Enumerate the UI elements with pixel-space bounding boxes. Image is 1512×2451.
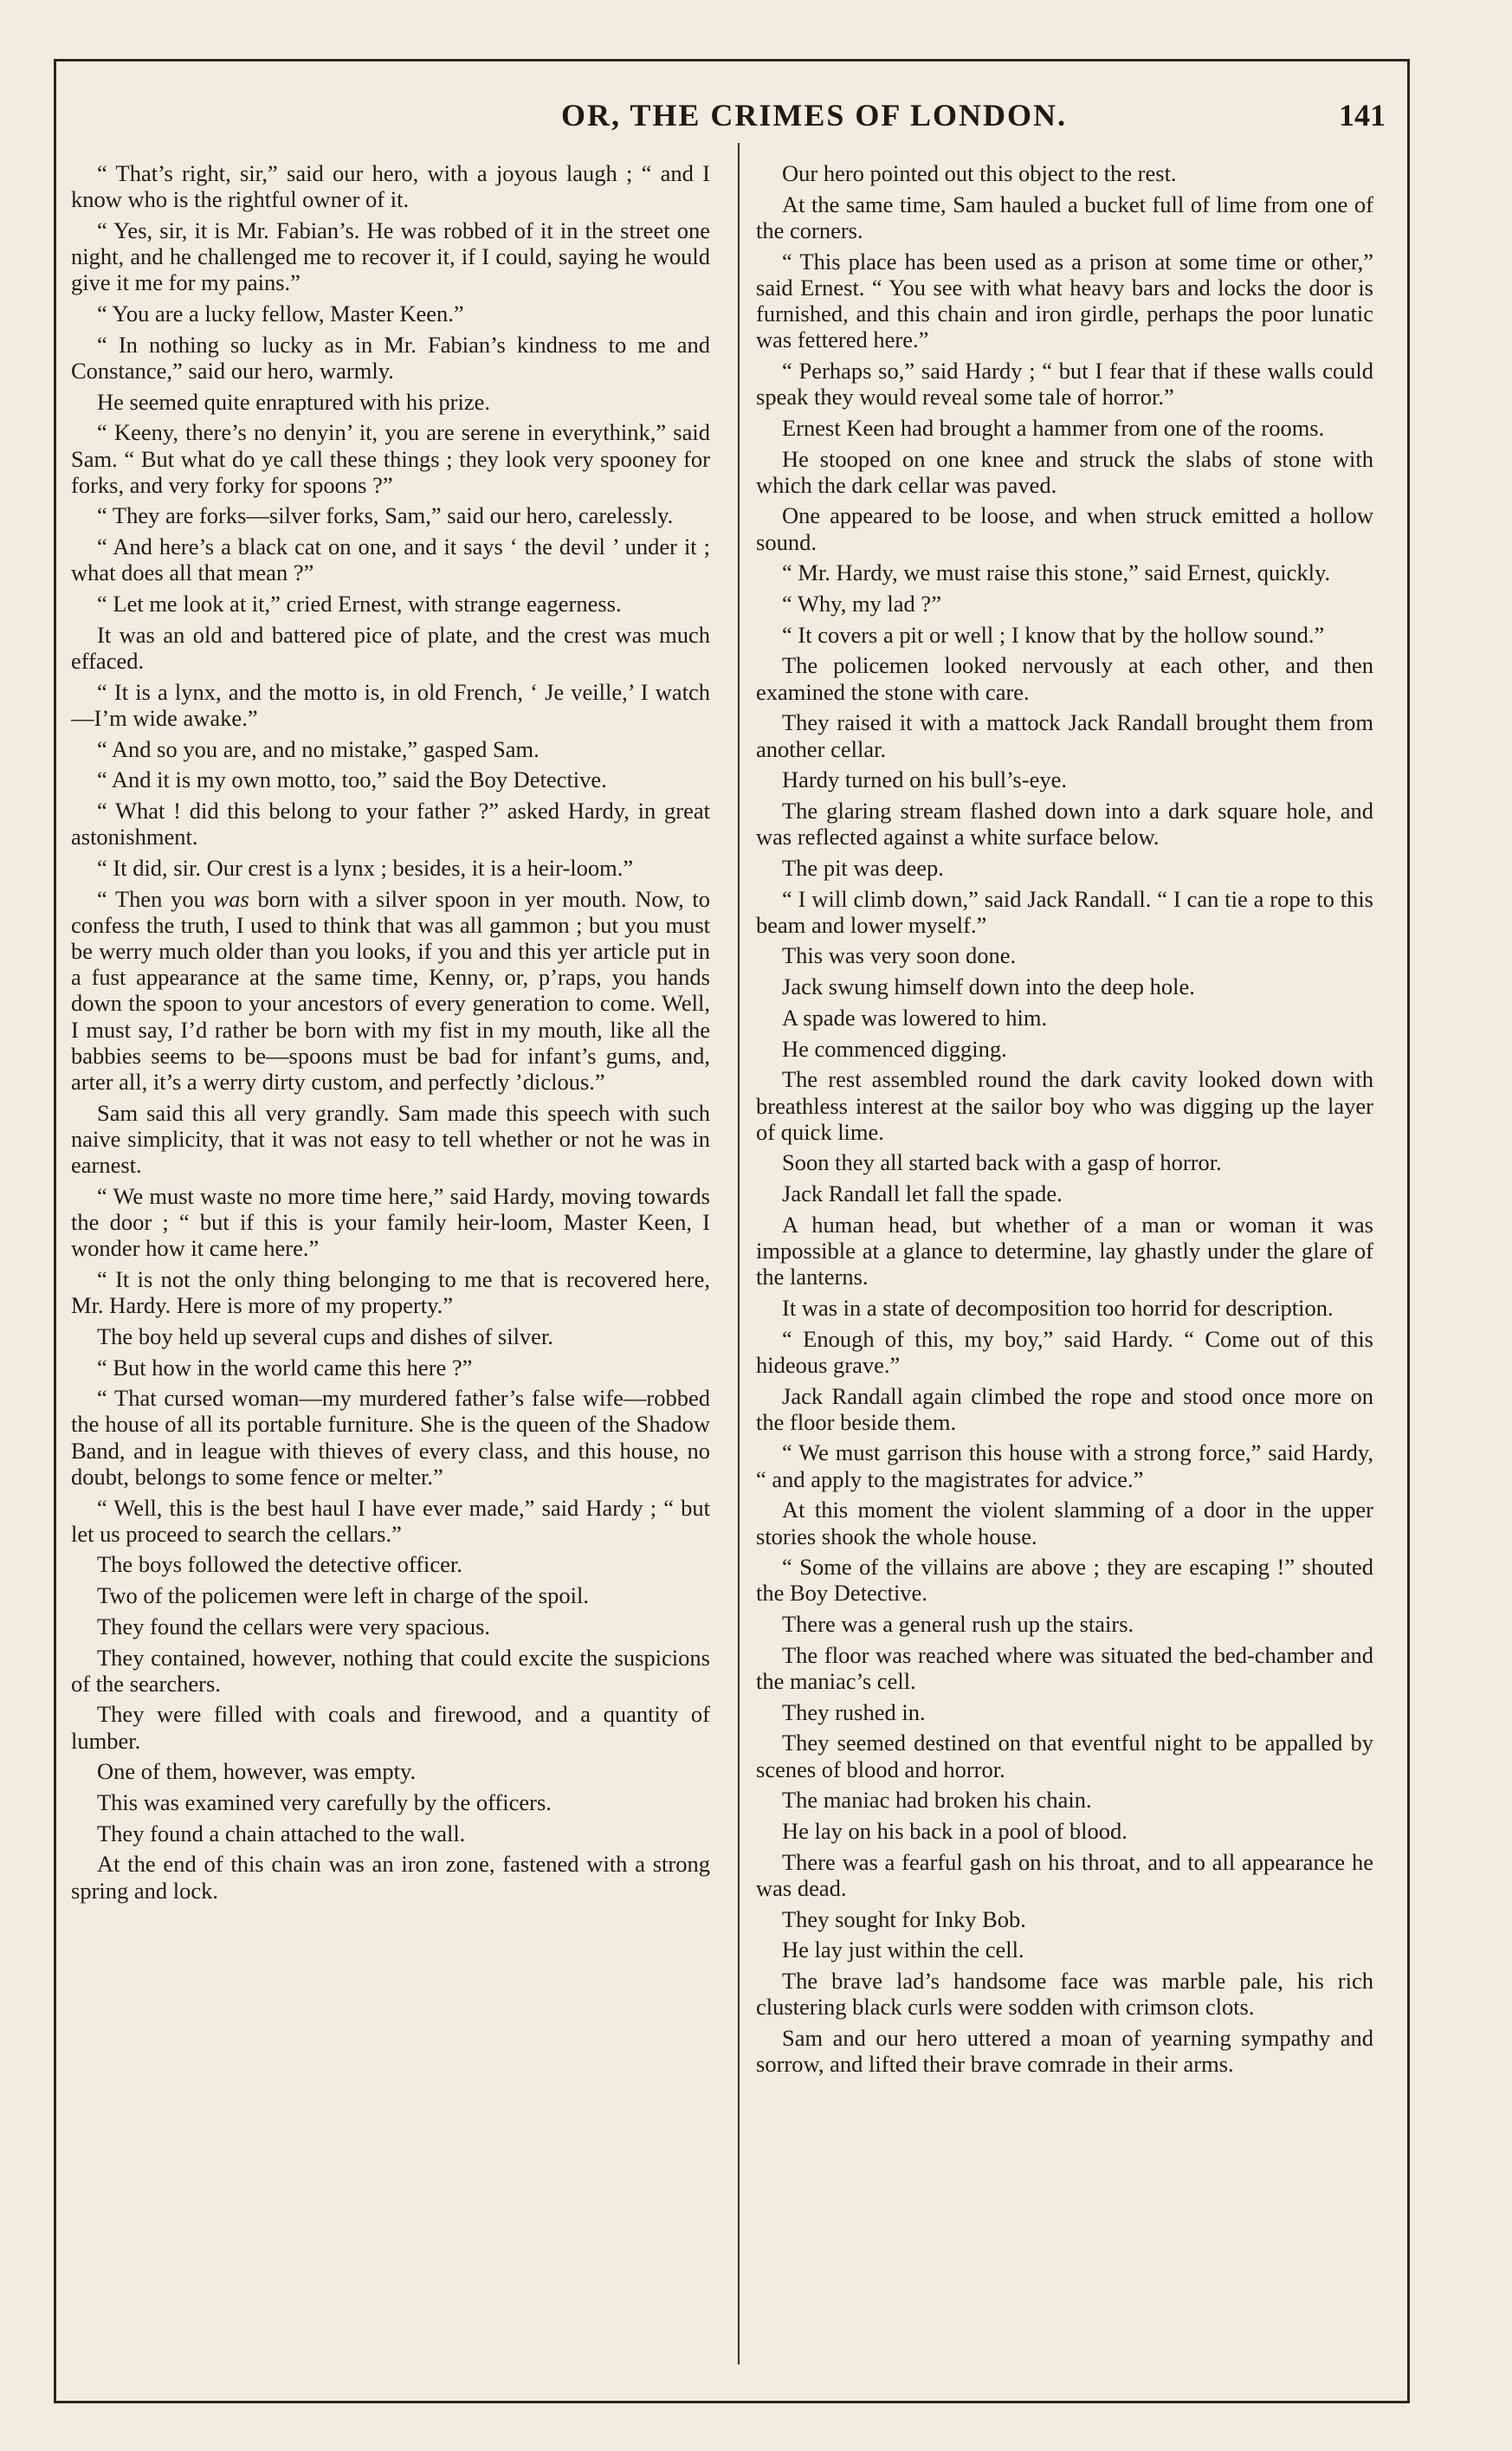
paragraph: The brave lad’s handsome face was marble pale, his rich clustering black curls were sodden with crimson clots. (756, 1968, 1373, 2021)
paragraph: Jack swung himself down into the deep hole. (782, 973, 1195, 1000)
paragraph: “ That cursed woman—my murdered father’s false wife—robbed the house of all its portable furniture. She is the queen of the Shadow Band, and in league with thieves of every class, and this house, no doubt, belongs to some fence or melter.” (71, 1385, 710, 1490)
paragraph: The policemen looked nervously at each other, and then examined the stone with care. (756, 652, 1373, 705)
paragraph: “ It is not the only thing belonging to me that is recovered here, Mr. Hardy. Here is more of my property.” (71, 1265, 710, 1319)
right-border-rule (1407, 59, 1410, 2402)
paragraph: Our hero pointed out this object to the rest. (782, 160, 1177, 186)
left-text-column (71, 160, 710, 2343)
paragraph: “ Keeny, there’s no denyin’ it, you are serene in everythink,” said Sam. “ But what do ye call these things ; they look very spooney for forks, and very forky for spoons ?” (71, 419, 710, 498)
paragraph: They raised it with a mattock Jack Randall brought them from another cellar. (756, 709, 1373, 762)
paragraph: He lay on his back in a pool of blood. (782, 1818, 1128, 1845)
paragraph: A spade was lowered to him. (782, 1004, 1048, 1031)
right-text-column (756, 160, 1373, 2343)
paragraph: “ That’s right, sir,” said our hero, with a joyous laugh ; “ and I know who is the rightful owner of it. (71, 160, 710, 213)
paragraph: “ We must garrison this house with a strong force,” said Hardy, “ and apply to the magistrates for advice.” (756, 1439, 1373, 1492)
paragraph: They were filled with coals and firewood, and a quantity of lumber. (71, 1701, 710, 1754)
paragraph: They contained, however, nothing that could excite the suspicions of the searchers. (71, 1644, 710, 1697)
paragraph: “ It did, sir. Our crest is a lynx ; besides, it is a heir-loom.” (97, 854, 634, 881)
paragraph: One of them, however, was empty. (97, 1758, 417, 1785)
paragraph: Two of the policemen were left in charge of the spoil. (97, 1582, 589, 1609)
paragraph: There was a fearful gash on his throat, and to all appearance he was dead. (756, 1848, 1373, 1901)
paragraph: There was a general rush up the stairs. (782, 1611, 1134, 1638)
paragraph: “ Enough of this, my boy,” said Hardy. “ Come out of this hideous grave.” (756, 1325, 1373, 1378)
paragraph: Jack Randall let fall the spade. (782, 1180, 1063, 1207)
paragraph: They found the cellars were very spacious. (97, 1613, 491, 1639)
paragraph: At the same time, Sam hauled a bucket full of lime from one of the corners. (756, 191, 1373, 243)
paragraph: One appeared to be loose, and when struck emitted a hollow sound. (756, 502, 1373, 555)
paragraph: “ You are a lucky fellow, Master Keen.” (97, 301, 464, 327)
page-number: 141 (1339, 98, 1386, 133)
top-border-rule (54, 59, 1410, 61)
paragraph: The floor was reached where was situated the bed-chamber and the maniac’s cell. (756, 1641, 1373, 1695)
paragraph: “ They are forks—silver forks, Sam,” said our hero, carelessly. (97, 502, 674, 529)
paragraph: At this moment the violent slamming of a door in the upper stories shook the whole house. (756, 1497, 1373, 1549)
paragraph: Ernest Keen had brought a hammer from one of the rooms. (782, 414, 1325, 441)
paragraph: “ And it is my own motto, too,” said the Boy Detective. (97, 766, 607, 793)
paragraph: He stooped on one knee and struck the slabs of stone with which the dark cellar was paved. (756, 445, 1373, 498)
paragraph: “ We must waste no more time here,” said Hardy, moving towards the door ; “ but if this is your family heir-loom, Master Keen, I wonder how it came here.” (71, 1182, 710, 1262)
paragraph: “ Some of the villains are above ; they are escaping !” shouted the Boy Detective. (756, 1554, 1373, 1607)
paragraph: They rushed in. (782, 1698, 926, 1725)
paragraph: A human head, but whether of a man or woman it was impossible at a glance to determine, lay ghastly under the glare of the lanterns. (756, 1211, 1373, 1290)
paragraph: “ Perhaps so,” said Hardy ; “ but I fear that if these walls could speak they would reveal some tale of horror.” (756, 357, 1373, 411)
paragraph: “ What ! did this belong to your father ?” asked Hardy, in great astonishment. (71, 797, 710, 850)
running-title: OR, THE CRIMES OF LONDON. (560, 98, 1068, 133)
paragraph: The boy held up several cups and dishes of silver. (97, 1323, 553, 1349)
paragraph: The pit was deep. (782, 854, 944, 881)
paragraph: It was an old and battered pice of plate, and the crest was much effaced. (71, 621, 710, 674)
paragraph: “ I will climb down,” said Jack Randall. “ I can tie a rope to this beam and lower myself.” (756, 885, 1373, 938)
paragraph: He commenced digging. (782, 1035, 1007, 1062)
paragraph: This was examined very carefully by the officers. (97, 1789, 552, 1816)
paragraph: Hardy turned on his bull’s-eye. (782, 766, 1067, 793)
paragraph: Sam said this all very grandly. Sam made this speech with such naive simplicity, that it was not easy to tell whether or not he was in earnest. (71, 1099, 710, 1179)
paragraph: He seemed quite enraptured with his prize. (97, 388, 491, 415)
paragraph: They seemed destined on that eventful night to be appalled by scenes of blood and horror. (756, 1730, 1373, 1782)
paragraph: “ It covers a pit or well ; I know that by the hollow sound.” (782, 621, 1325, 648)
paragraph: “ Yes, sir, it is Mr. Fabian’s. He was robbed of it in the street one night, and he challenged me to recover it, if I could, saying he would give it me for my pains.” (71, 217, 710, 296)
paragraph: “ But how in the world came this here ?” (97, 1354, 473, 1381)
column-divider (738, 143, 740, 2364)
paragraph: At the end of this chain was an iron zone, fastened with a strong spring and lock. (71, 1851, 710, 1904)
paragraph: They found a chain attached to the wall. (97, 1820, 466, 1846)
paragraph: “ And so you are, and no mistake,” gasped Sam. (97, 735, 540, 762)
paragraph: He lay just within the cell. (782, 1937, 1024, 1963)
paragraph: “ Well, this is the best haul I have ever made,” said Hardy ; “ but let us proceed to search the cellars.” (71, 1494, 710, 1547)
paragraph: “ This place has been used as a prison at some time or other,” said Ernest. “ You see with what heavy bars and locks the door is furnished, and this chain and iron girdle, perhaps the poor lunatic was fettered here.” (756, 248, 1373, 353)
paragraph: The glaring stream flashed down into a dark square hole, and was reflected against a white surface below. (756, 797, 1373, 850)
page-header (468, 97, 1386, 140)
paragraph: Sam and our hero uttered a moan of yearning sympathy and sorrow, and lifted their brave comrade in their arms. (756, 2025, 1373, 2078)
paragraph: “ Let me look at it,” cried Ernest, with strange eagerness. (97, 591, 622, 618)
paragraph: The maniac had broken his chain. (782, 1787, 1092, 1814)
paragraph: “ It is a lynx, and the motto is, in old French, ‘ Je veille,’ I watch—I’m wide awake.” (71, 678, 710, 731)
paragraph: “ Why, my lad ?” (782, 591, 941, 618)
paragraph: The rest assembled round the dark cavity looked down with breathless interest at the sailor boy who was digging up the layer of quick lime. (756, 1066, 1373, 1145)
paragraph: The boys followed the detective officer. (97, 1551, 462, 1578)
left-border-rule (54, 59, 56, 2402)
paragraph: “ Then you was born with a silver spoon in yer mouth. Now, to confess the truth, I used to think that was all gammon ; but you must be werry much older than you looks, if you and this yer article put in a fust appearance at the same time, Kenny, or, p’raps, you hands down the spoon to your ancestors of every generation to come. Well, I must say, I’d rather be born with my fist in my mouth, like all the babbies seems to be—spoons must be bad for infant’s gums, and, arter all, it’s a werry dirty custom, and perfectly ’diclous.” (71, 885, 710, 1095)
paragraph: “ And here’s a black cat on one, and it says ‘ the devil ’ under it ; what does all that mean ?” (71, 534, 710, 586)
paragraph: “ In nothing so lucky as in Mr. Fabian’s kindness to me and Constance,” said our hero, warmly. (71, 331, 710, 384)
paragraph: Soon they all started back with a gasp of horror. (782, 1149, 1222, 1176)
paragraph: Jack Randall again climbed the rope and stood once more on the floor beside them. (756, 1382, 1373, 1435)
paragraph: They sought for Inky Bob. (782, 1905, 1026, 1932)
paragraph: This was very soon done. (782, 942, 1017, 969)
paragraph: It was in a state of decomposition too horrid for description. (782, 1294, 1334, 1321)
bottom-border-rule (54, 2401, 1410, 2403)
paragraph: “ Mr. Hardy, we must raise this stone,” said Ernest, quickly. (782, 559, 1331, 586)
